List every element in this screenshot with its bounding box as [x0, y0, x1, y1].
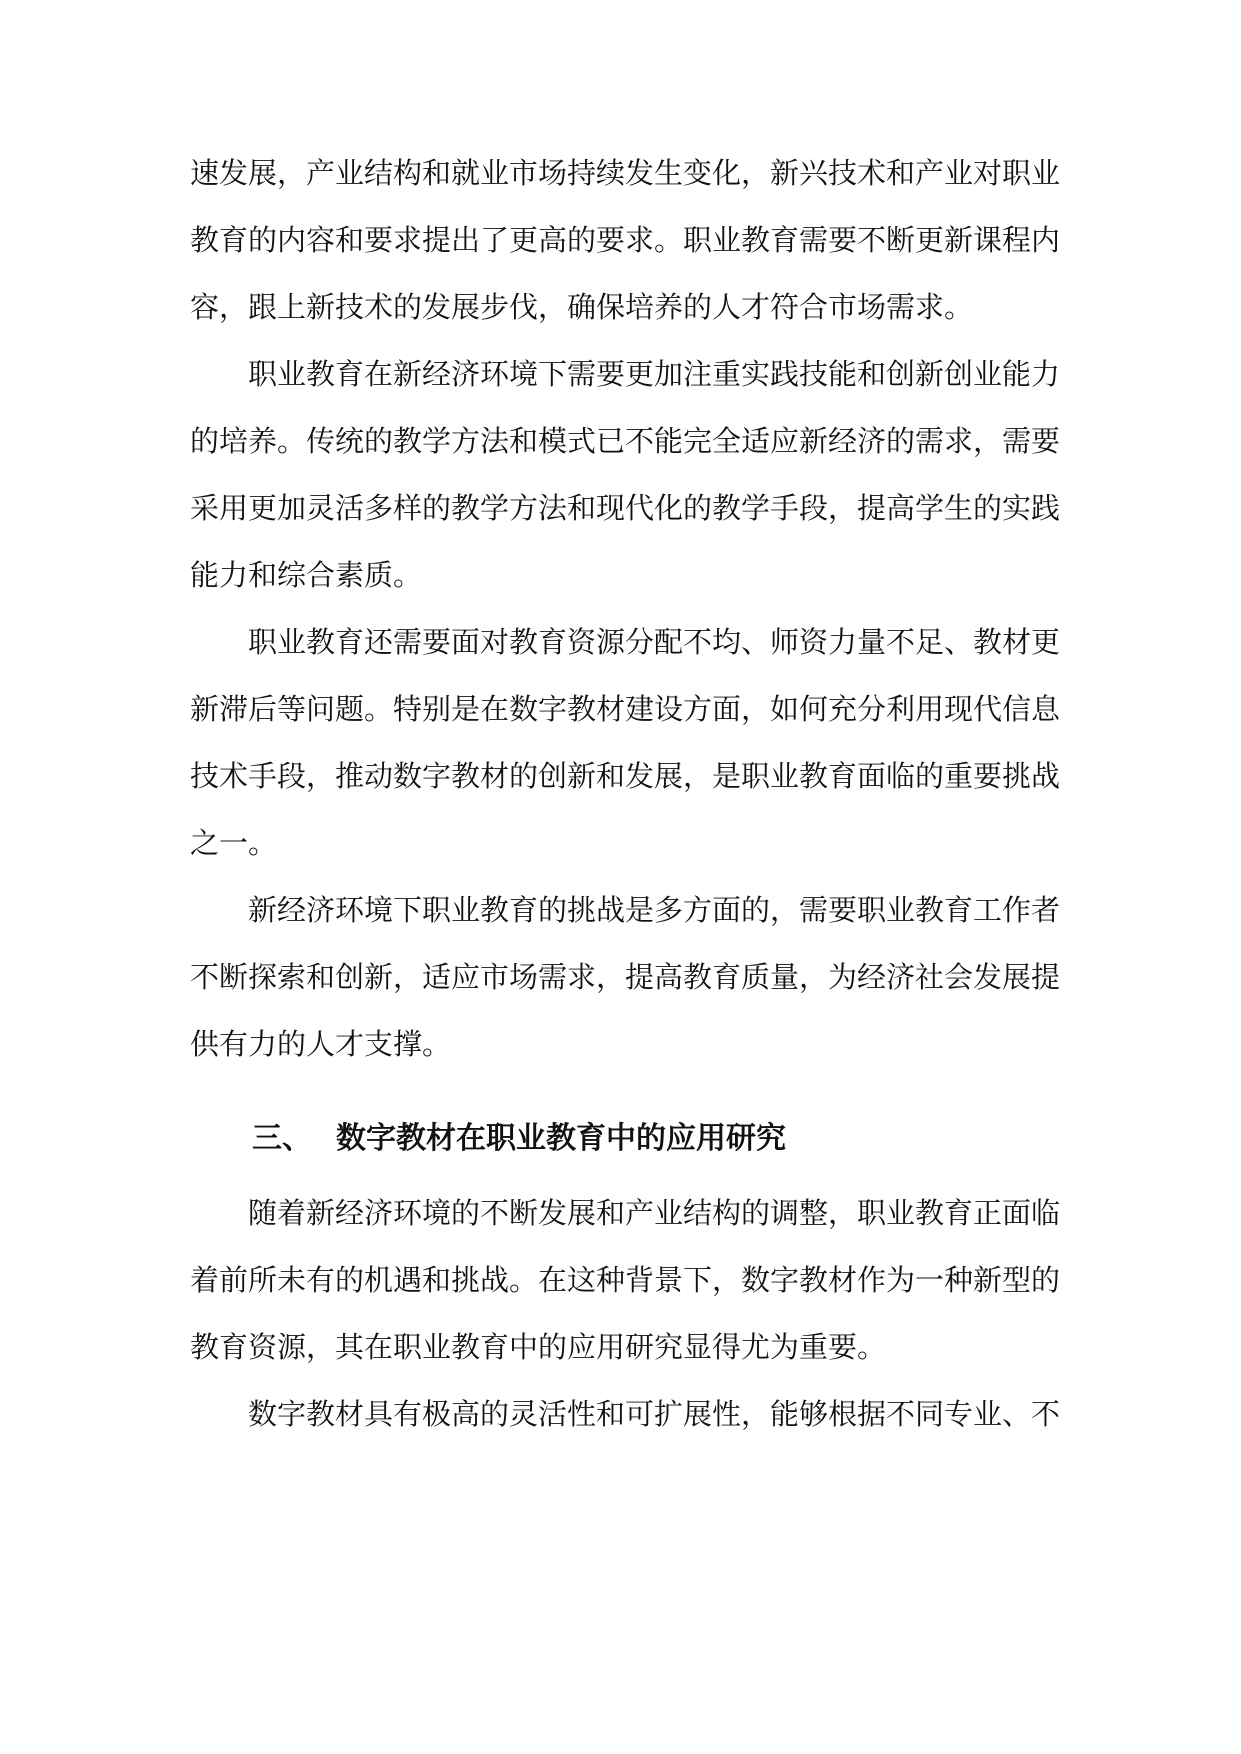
section-heading: [190, 1098, 1060, 1180]
section-number: 三、: [252, 1121, 312, 1156]
paragraph-resources: 职业教育还需要面对教育资源分配不均、师资力量不足、教材更新滞后等问题。特别是在数字教材建设方面，如何充分利用现代信息技术手段，推动数字教材的创新和发展，是职业教育面临的重要挑战之一。: [190, 625, 1061, 860]
paragraph-background: 随着新经济环境的不断发展和产业结构的调整，职业教育正面临着前所未有的机遇和挑战。在这种背景下，数字教材作为一种新型的教育资源，其在职业教育中的应用研究显得尤为重要。: [190, 1196, 1061, 1364]
section-title: 数字教材在职业教育中的应用研究: [336, 1121, 786, 1156]
document-body: [190, 140, 1060, 1448]
paragraph-challenges-summary: 新经济环境下职业教育的挑战是多方面的，需要职业教育工作者不断探索和创新，适应市场需求，提高教育质量，为经济社会发展提供有力的人才支撑。: [190, 893, 1061, 1061]
paragraph-continuation: 速发展，产业结构和就业市场持续发生变化，新兴技术和产业对职业教育的内容和要求提出了更高的要求。职业教育需要不断更新课程内容，跟上新技术的发展步伐，确保培养的人才符合市场需求。: [190, 156, 1061, 324]
paragraph-practical-skills: 职业教育在新经济环境下需要更加注重实践技能和创新创业能力的培养。传统的教学方法和模式已不能完全适应新经济的需求，需要采用更加灵活多样的教学方法和现代化的教学手段，提高学生的实践能力和综合素质。: [190, 357, 1061, 592]
paragraph-flexibility: 数字教材具有极高的灵活性和可扩展性，能够根据不同专业、不: [248, 1397, 1061, 1431]
